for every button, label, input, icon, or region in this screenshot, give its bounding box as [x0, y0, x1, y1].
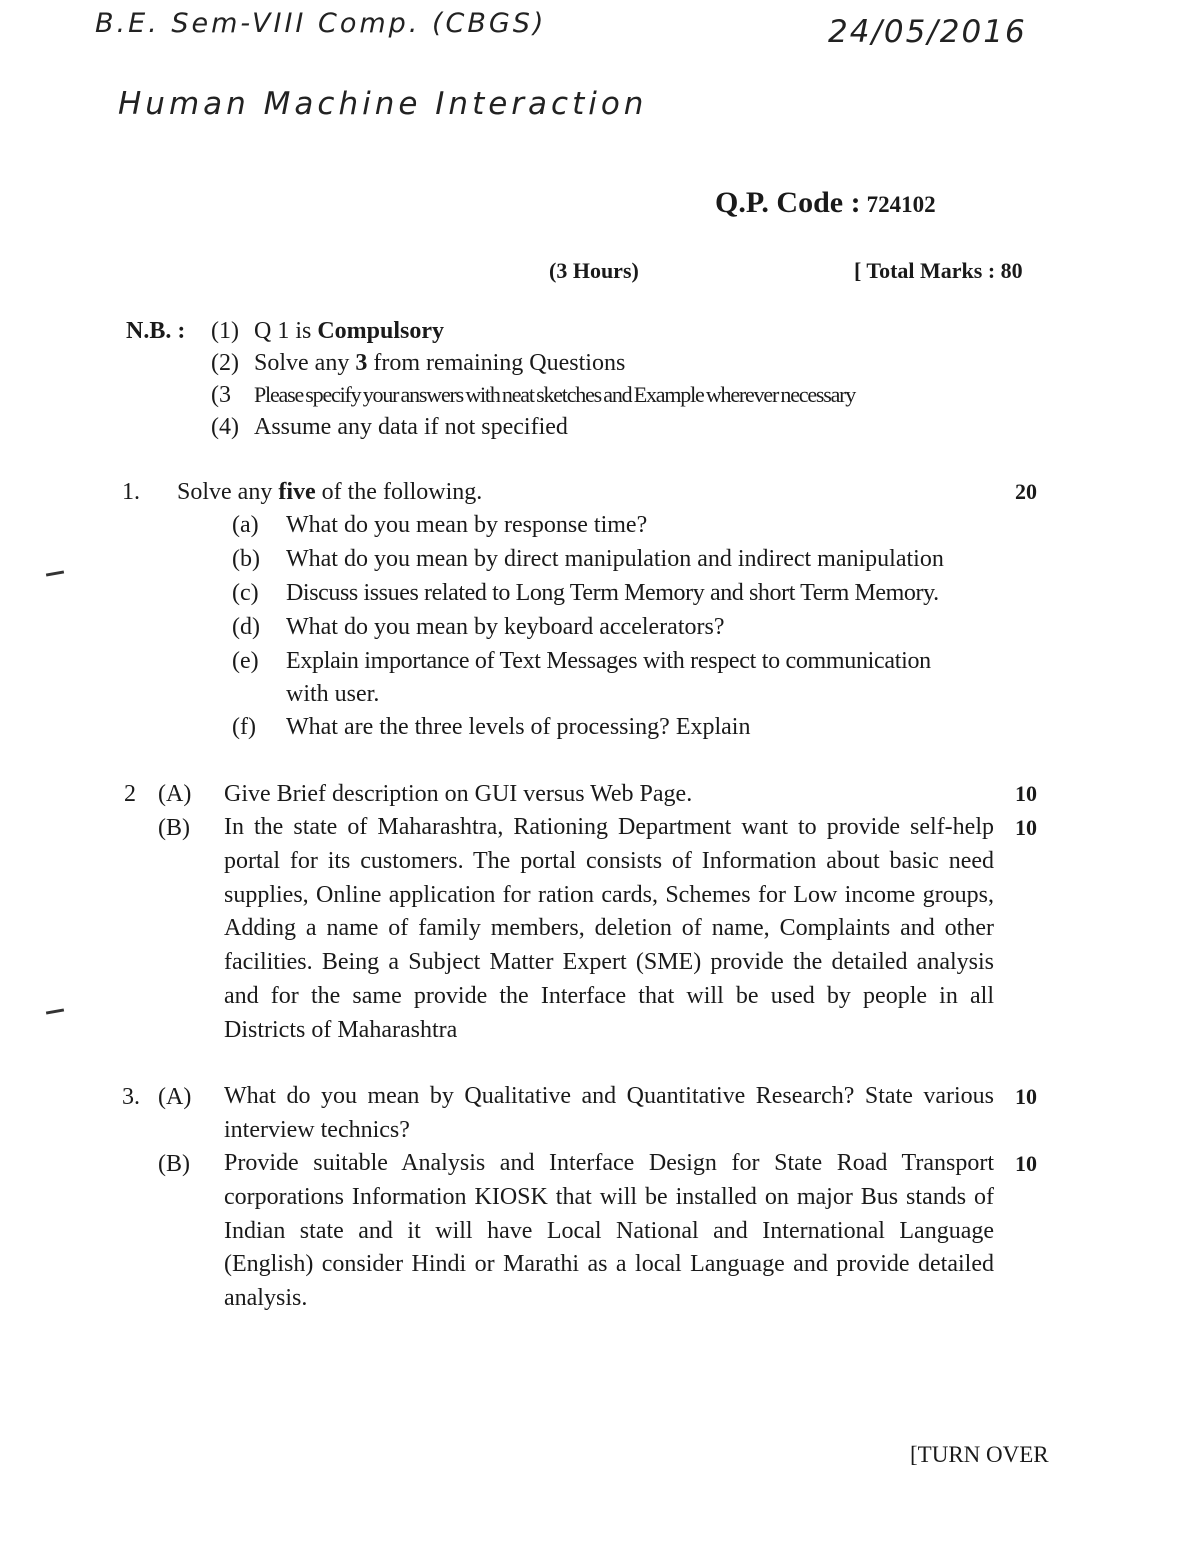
nb-num-1: (1) [211, 318, 239, 344]
duration: (3 Hours) [549, 258, 639, 283]
nb-label: N.B. : [126, 318, 186, 344]
q1-instruction: Solve any five of the following. [177, 479, 483, 505]
qp-label: Q.P. Code : [715, 186, 861, 219]
q1-part-f: What are the three levels of processing? Explain [286, 714, 751, 740]
q2-part-a: Give Brief description on GUI versus Web Page. [224, 781, 693, 807]
q3-part-b: Provide suitable Analysis and Interface Design for State Road Transport corporations Information KIOSK that will be installed on major Bus stands of Indian state and it will have Local National and International Language (English) consider Hindi or Marathi as a local Language and provide detailed analysis. [224, 1150, 994, 1312]
q2-label-b: (B) [158, 815, 190, 841]
q1-label-e: (e) [232, 648, 259, 674]
total-marks: [ Total Marks : 80 [854, 258, 1023, 283]
q2-label-a: (A) [158, 781, 192, 807]
q2-number: 2 [124, 781, 136, 807]
q1-part-a: What do you mean by response time? [286, 512, 648, 538]
margin-mark [46, 1008, 64, 1014]
nb-item-4: Assume any data if not specified [254, 414, 568, 440]
q3b-marks: 10 [1015, 1151, 1037, 1176]
nb-item-1: Q 1 is Compulsory [254, 318, 445, 344]
nb-num-2: (2) [211, 350, 239, 376]
q1-part-d: What do you mean by keyboard accelerators? [286, 614, 725, 640]
q1-label-f: (f) [232, 714, 256, 740]
nb-num-3: (3 [211, 382, 231, 408]
q1-part-e: Explain importance of Text Messages with respect to communication [286, 648, 931, 674]
q2b-marks: 10 [1015, 815, 1037, 840]
q1-part-b: What do you mean by direct manipulation and indirect manipulation [286, 546, 944, 572]
q1-marks: 20 [1015, 479, 1037, 504]
qp-code: 724102 [866, 192, 936, 217]
handwritten-subject: Human Machine Interaction [118, 86, 648, 122]
handwritten-date: 24/05/2016 [828, 14, 1027, 50]
q3-label-b: (B) [158, 1151, 190, 1177]
q3a-marks: 10 [1015, 1084, 1037, 1109]
q1-number: 1. [122, 479, 140, 505]
q3-label-a: (A) [158, 1084, 192, 1110]
margin-mark [46, 570, 64, 576]
q1-label-a: (a) [232, 512, 259, 538]
turn-over: [TURN OVER [910, 1442, 1049, 1467]
q1-label-b: (b) [232, 546, 260, 572]
nb-num-4: (4) [211, 414, 239, 440]
q1-part-c: Discuss issues related to Long Term Memory and short Term Memory. [286, 580, 939, 606]
qp-code-line [715, 186, 936, 220]
q1-part-e-cont: with user. [286, 681, 380, 707]
q2-part-b: In the state of Maharashtra, Rationing Department want to provide self-help portal for its customers. The portal consists of Information about basic need supplies, Online application for ration cards, Schemes for Low income groups, Adding a name of family members, deletion of name, Complaints and other facilities. Being a Subject Matter Expert (SME) provide the detailed analysis and for the same provide the Interface that will be used by people in all Districts of Maharashtra [224, 814, 994, 1043]
q1-label-c: (c) [232, 580, 259, 606]
q2a-marks: 10 [1015, 781, 1037, 806]
q1-label-d: (d) [232, 614, 260, 640]
nb-item-2: Solve any 3 from remaining Questions [254, 350, 626, 376]
q3-part-a: What do you mean by Qualitative and Quantitative Research? State various interview technics? [224, 1083, 994, 1143]
q3-number: 3. [122, 1084, 140, 1110]
handwritten-course: B.E. Sem-VIII Comp. (CBGS) [95, 8, 547, 39]
nb-item-3: Please specify your answers with neat sketches and Example wherever necessary [254, 382, 856, 407]
